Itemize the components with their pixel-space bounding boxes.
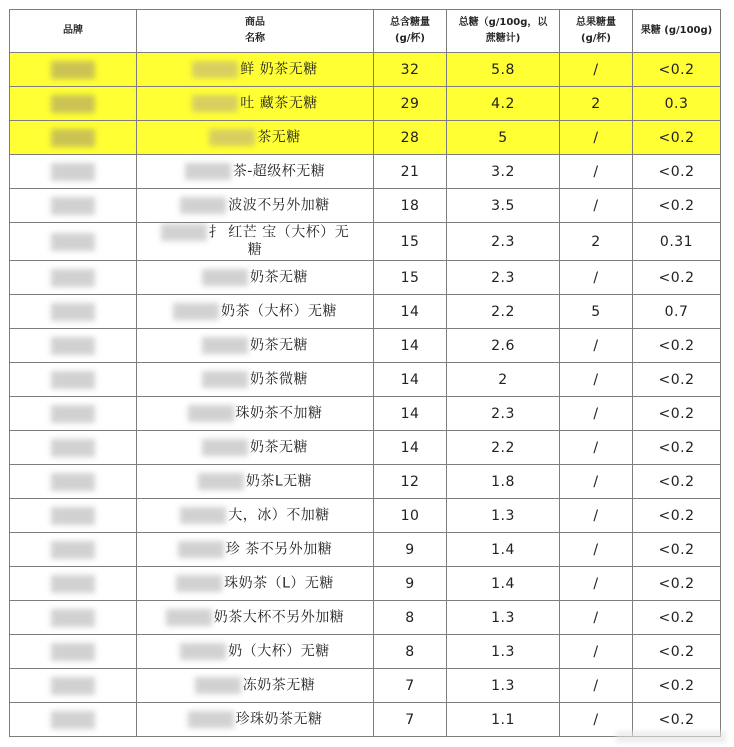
sugar-per-100g-cell: 1.4 bbox=[447, 567, 560, 601]
watermark bbox=[616, 731, 726, 743]
table-row bbox=[10, 363, 721, 397]
fructose-total-cell: / bbox=[560, 703, 633, 737]
brand-cell bbox=[10, 223, 137, 261]
total-sugar-cell: 14 bbox=[374, 397, 447, 431]
total-sugar-cell: 8 bbox=[374, 635, 447, 669]
redacted-product-prefix bbox=[166, 609, 212, 626]
total-sugar-cell: 14 bbox=[374, 329, 447, 363]
total-sugar-header-line1: 总含糖量 bbox=[390, 17, 430, 28]
sugar-per-100g-header bbox=[447, 10, 560, 53]
fructose-total-cell: / bbox=[560, 635, 633, 669]
product-name: 波波不另外加糖 bbox=[228, 197, 330, 214]
fructose-per-100g-cell: 0.3 bbox=[633, 87, 721, 121]
fructose-per-100g-cell: <0.2 bbox=[633, 601, 721, 635]
sugar-per-100g-cell: 4.2 bbox=[447, 87, 560, 121]
product-name-cell bbox=[137, 295, 374, 329]
redacted-product-prefix bbox=[180, 197, 226, 214]
brand-cell bbox=[10, 329, 137, 363]
fructose-total-cell: 2 bbox=[560, 87, 633, 121]
brand-header bbox=[10, 10, 137, 53]
total-sugar-cell: 32 bbox=[374, 53, 447, 87]
redacted-product-prefix bbox=[176, 575, 222, 592]
sugar-per-100g-cell: 2.2 bbox=[447, 431, 560, 465]
redacted-brand bbox=[51, 609, 95, 627]
redacted-brand bbox=[51, 711, 95, 729]
fructose-per-100g-cell: <0.2 bbox=[633, 397, 721, 431]
sugar-per-100g-cell: 1.1 bbox=[447, 703, 560, 737]
fructose-total-header-line2: (g/杯) bbox=[581, 33, 611, 44]
total-sugar-cell: 28 bbox=[374, 121, 447, 155]
product-name-cell bbox=[137, 635, 374, 669]
fructose-total-cell: / bbox=[560, 329, 633, 363]
fructose-per-100g-cell: <0.2 bbox=[633, 363, 721, 397]
table-row bbox=[10, 261, 721, 295]
product-name: 珍珠奶茶无糖 bbox=[235, 711, 323, 728]
table-row bbox=[10, 499, 721, 533]
redacted-brand bbox=[51, 473, 95, 491]
redacted-product-prefix bbox=[173, 303, 219, 320]
sugar-per-100g-cell: 2.3 bbox=[447, 223, 560, 261]
redacted-product-prefix bbox=[202, 337, 248, 354]
table-row bbox=[10, 397, 721, 431]
brand-cell bbox=[10, 465, 137, 499]
brand-cell bbox=[10, 499, 137, 533]
fructose-per-100g-cell: <0.2 bbox=[633, 431, 721, 465]
redacted-product-prefix bbox=[202, 371, 248, 388]
sugar-per-100g-cell: 2.3 bbox=[447, 261, 560, 295]
product-name-cell bbox=[137, 567, 374, 601]
fructose-per-100g-cell: <0.2 bbox=[633, 533, 721, 567]
brand-cell bbox=[10, 567, 137, 601]
brand-cell bbox=[10, 155, 137, 189]
redacted-product-prefix bbox=[180, 507, 226, 524]
table-row bbox=[10, 465, 721, 499]
fructose-per-100g-cell: 0.31 bbox=[633, 223, 721, 261]
product-name-cell bbox=[137, 261, 374, 295]
redacted-product-prefix bbox=[180, 643, 226, 660]
brand-cell bbox=[10, 533, 137, 567]
redacted-product-prefix bbox=[202, 439, 248, 456]
product-name-cell bbox=[137, 53, 374, 87]
fructose-total-cell: / bbox=[560, 155, 633, 189]
product-name-cell bbox=[137, 601, 374, 635]
table-row bbox=[10, 223, 721, 261]
product-header-line1: 商品 bbox=[245, 17, 265, 28]
redacted-brand bbox=[51, 233, 95, 251]
product-name-cell bbox=[137, 499, 374, 533]
fructose-total-cell: / bbox=[560, 189, 633, 223]
product-name: 吐 藏茶无糖 bbox=[240, 95, 318, 112]
sugar-per-100g-cell: 1.3 bbox=[447, 669, 560, 703]
sugar-per-100g-cell: 1.8 bbox=[447, 465, 560, 499]
redacted-brand bbox=[51, 61, 95, 79]
fructose-per-100g-cell: <0.2 bbox=[633, 329, 721, 363]
table-row bbox=[10, 635, 721, 669]
fructose-per-100g-cell: <0.2 bbox=[633, 465, 721, 499]
sugar-per-100g-cell: 2 bbox=[447, 363, 560, 397]
total-sugar-cell: 9 bbox=[374, 567, 447, 601]
product-name: 茶-超级杯无糖 bbox=[232, 163, 326, 180]
total-sugar-header bbox=[374, 10, 447, 53]
redacted-brand bbox=[51, 95, 95, 113]
table-row bbox=[10, 703, 721, 737]
fructose-per-100g-cell: <0.2 bbox=[633, 189, 721, 223]
product-name: 奶茶无糖 bbox=[250, 269, 308, 286]
table-row bbox=[10, 431, 721, 465]
sugar-per-100g-cell: 3.5 bbox=[447, 189, 560, 223]
redacted-brand bbox=[51, 541, 95, 559]
redacted-brand bbox=[51, 507, 95, 525]
product-name: 珠奶茶不加糖 bbox=[235, 405, 323, 422]
table-body bbox=[10, 53, 721, 737]
redacted-brand bbox=[51, 371, 95, 389]
fructose-per-100g-cell: <0.2 bbox=[633, 703, 721, 737]
redacted-product-prefix bbox=[188, 711, 234, 728]
brand-cell bbox=[10, 189, 137, 223]
sugar-per-100g-cell: 5 bbox=[447, 121, 560, 155]
product-name-cell bbox=[137, 363, 374, 397]
product-name: 奶茶大杯不另外加糖 bbox=[213, 609, 345, 626]
redacted-product-prefix bbox=[202, 269, 248, 286]
redacted-product-prefix bbox=[192, 95, 238, 112]
redacted-brand bbox=[51, 677, 95, 695]
redacted-product-prefix bbox=[188, 405, 234, 422]
product-name-cell bbox=[137, 669, 374, 703]
table-row bbox=[10, 567, 721, 601]
total-sugar-cell: 8 bbox=[374, 601, 447, 635]
redacted-brand bbox=[51, 197, 95, 215]
redacted-product-prefix bbox=[195, 677, 241, 694]
total-sugar-cell: 15 bbox=[374, 261, 447, 295]
sugar-per-100g-cell: 1.3 bbox=[447, 499, 560, 533]
table-row bbox=[10, 53, 721, 87]
product-name: 奶茶无糖 bbox=[250, 337, 308, 354]
brand-cell bbox=[10, 363, 137, 397]
product-name: 大，冰）不加糖 bbox=[228, 507, 330, 524]
product-header-line2: 名称 bbox=[245, 33, 265, 44]
table-row bbox=[10, 189, 721, 223]
total-sugar-cell: 9 bbox=[374, 533, 447, 567]
fructose-total-cell: 5 bbox=[560, 295, 633, 329]
redacted-product-prefix bbox=[178, 541, 224, 558]
fructose-total-cell: / bbox=[560, 465, 633, 499]
redacted-brand bbox=[51, 269, 95, 287]
product-name: 奶（大杯）无糖 bbox=[228, 643, 330, 660]
product-name-cell bbox=[137, 121, 374, 155]
redacted-brand bbox=[51, 163, 95, 181]
sugar-per-100g-header-line1: 总糖（g/100g，以 bbox=[458, 17, 548, 28]
sugar-per-100g-cell: 1.4 bbox=[447, 533, 560, 567]
redacted-brand bbox=[51, 129, 95, 147]
brand-cell bbox=[10, 635, 137, 669]
table-row bbox=[10, 669, 721, 703]
fructose-per-100g-cell: 0.7 bbox=[633, 295, 721, 329]
brand-cell bbox=[10, 87, 137, 121]
sugar-per-100g-cell: 5.8 bbox=[447, 53, 560, 87]
product-name: 茶无糖 bbox=[257, 129, 301, 146]
total-sugar-cell: 29 bbox=[374, 87, 447, 121]
product-name-cell bbox=[137, 533, 374, 567]
table-row bbox=[10, 329, 721, 363]
fructose-total-cell: / bbox=[560, 431, 633, 465]
total-sugar-cell: 10 bbox=[374, 499, 447, 533]
sugar-content-table bbox=[9, 9, 721, 737]
table-row bbox=[10, 121, 721, 155]
brand-cell bbox=[10, 703, 137, 737]
sugar-per-100g-cell: 3.2 bbox=[447, 155, 560, 189]
table-row bbox=[10, 601, 721, 635]
product-name-cell bbox=[137, 87, 374, 121]
fructose-total-header-line1: 总果糖量 bbox=[576, 17, 616, 28]
product-name: 奶茶无糖 bbox=[250, 439, 308, 456]
total-sugar-cell: 18 bbox=[374, 189, 447, 223]
total-sugar-cell: 21 bbox=[374, 155, 447, 189]
total-sugar-cell: 15 bbox=[374, 223, 447, 261]
product-name-line2: 糖 bbox=[247, 241, 263, 258]
sugar-per-100g-cell: 2.6 bbox=[447, 329, 560, 363]
total-sugar-cell: 12 bbox=[374, 465, 447, 499]
sugar-per-100g-header-line2: 蔗糖计) bbox=[485, 33, 521, 44]
product-name: 珠奶茶（L）无糖 bbox=[224, 575, 334, 592]
product-name: 鲜 奶茶无糖 bbox=[240, 61, 318, 78]
product-name-line1: 扌 红芒 宝（大杯）无 bbox=[208, 224, 350, 241]
redacted-brand bbox=[51, 337, 95, 355]
product-name-cell bbox=[137, 465, 374, 499]
total-sugar-header-line2: (g/杯) bbox=[395, 33, 425, 44]
brand-cell bbox=[10, 121, 137, 155]
brand-cell bbox=[10, 601, 137, 635]
fructose-total-cell: / bbox=[560, 533, 633, 567]
product-name: 奶茶（大杯）无糖 bbox=[221, 303, 337, 320]
brand-cell bbox=[10, 431, 137, 465]
fructose-total-cell: / bbox=[560, 261, 633, 295]
product-name-cell bbox=[137, 155, 374, 189]
redacted-brand bbox=[51, 439, 95, 457]
sugar-per-100g-cell: 1.3 bbox=[447, 635, 560, 669]
redacted-product-prefix bbox=[185, 163, 231, 180]
fructose-total-cell: / bbox=[560, 363, 633, 397]
fructose-total-cell: / bbox=[560, 53, 633, 87]
total-sugar-cell: 7 bbox=[374, 669, 447, 703]
table-row bbox=[10, 533, 721, 567]
fructose-total-cell: / bbox=[560, 499, 633, 533]
fructose-total-cell: 2 bbox=[560, 223, 633, 261]
sugar-per-100g-cell: 1.3 bbox=[447, 601, 560, 635]
product-name: 奶茶L无糖 bbox=[245, 473, 313, 490]
sugar-per-100g-cell: 2.3 bbox=[447, 397, 560, 431]
fructose-total-cell: / bbox=[560, 601, 633, 635]
table-row bbox=[10, 155, 721, 189]
redacted-brand bbox=[51, 405, 95, 423]
table-header-row bbox=[10, 10, 721, 53]
total-sugar-cell: 14 bbox=[374, 363, 447, 397]
product-name-header bbox=[137, 10, 374, 53]
sugar-per-100g-cell: 2.2 bbox=[447, 295, 560, 329]
fructose-per-100g-cell: <0.2 bbox=[633, 53, 721, 87]
product-name: 奶茶微糖 bbox=[250, 371, 308, 388]
fructose-per-100g-cell: <0.2 bbox=[633, 261, 721, 295]
brand-cell bbox=[10, 261, 137, 295]
product-name: 珍 茶不另外加糖 bbox=[225, 541, 333, 558]
product-name-cell bbox=[137, 397, 374, 431]
fructose-total-cell: / bbox=[560, 397, 633, 431]
product-name-cell bbox=[137, 189, 374, 223]
brand-cell bbox=[10, 53, 137, 87]
total-sugar-cell: 14 bbox=[374, 431, 447, 465]
table-row bbox=[10, 295, 721, 329]
product-name-cell bbox=[137, 703, 374, 737]
redacted-product-prefix bbox=[192, 61, 238, 78]
fructose-per-100g-cell: <0.2 bbox=[633, 155, 721, 189]
product-name-cell bbox=[137, 223, 374, 261]
redacted-brand bbox=[51, 303, 95, 321]
fructose-per-100g-cell: <0.2 bbox=[633, 567, 721, 601]
product-name-cell bbox=[137, 329, 374, 363]
fructose-per-100g-cell: <0.2 bbox=[633, 499, 721, 533]
fructose-per-100g-cell: <0.2 bbox=[633, 669, 721, 703]
brand-header-label: 品牌 bbox=[63, 25, 83, 36]
total-sugar-cell: 14 bbox=[374, 295, 447, 329]
fructose-total-cell: / bbox=[560, 669, 633, 703]
brand-cell bbox=[10, 669, 137, 703]
fructose-per-100g-cell: <0.2 bbox=[633, 121, 721, 155]
fructose-per-100g-header-label: 果糖 (g/100g) bbox=[640, 25, 713, 36]
redacted-brand bbox=[51, 575, 95, 593]
total-sugar-cell: 7 bbox=[374, 703, 447, 737]
fructose-total-cell: / bbox=[560, 121, 633, 155]
fructose-total-header bbox=[560, 10, 633, 53]
product-name-cell bbox=[137, 431, 374, 465]
product-name: 冻奶茶无糖 bbox=[242, 677, 316, 694]
table-row bbox=[10, 87, 721, 121]
redacted-product-prefix bbox=[209, 129, 255, 146]
brand-cell bbox=[10, 295, 137, 329]
fructose-per-100g-header bbox=[633, 10, 721, 53]
fructose-total-cell: / bbox=[560, 567, 633, 601]
redacted-brand bbox=[51, 643, 95, 661]
fructose-per-100g-cell: <0.2 bbox=[633, 635, 721, 669]
brand-cell bbox=[10, 397, 137, 431]
redacted-product-prefix bbox=[161, 224, 207, 241]
redacted-product-prefix bbox=[198, 473, 244, 490]
